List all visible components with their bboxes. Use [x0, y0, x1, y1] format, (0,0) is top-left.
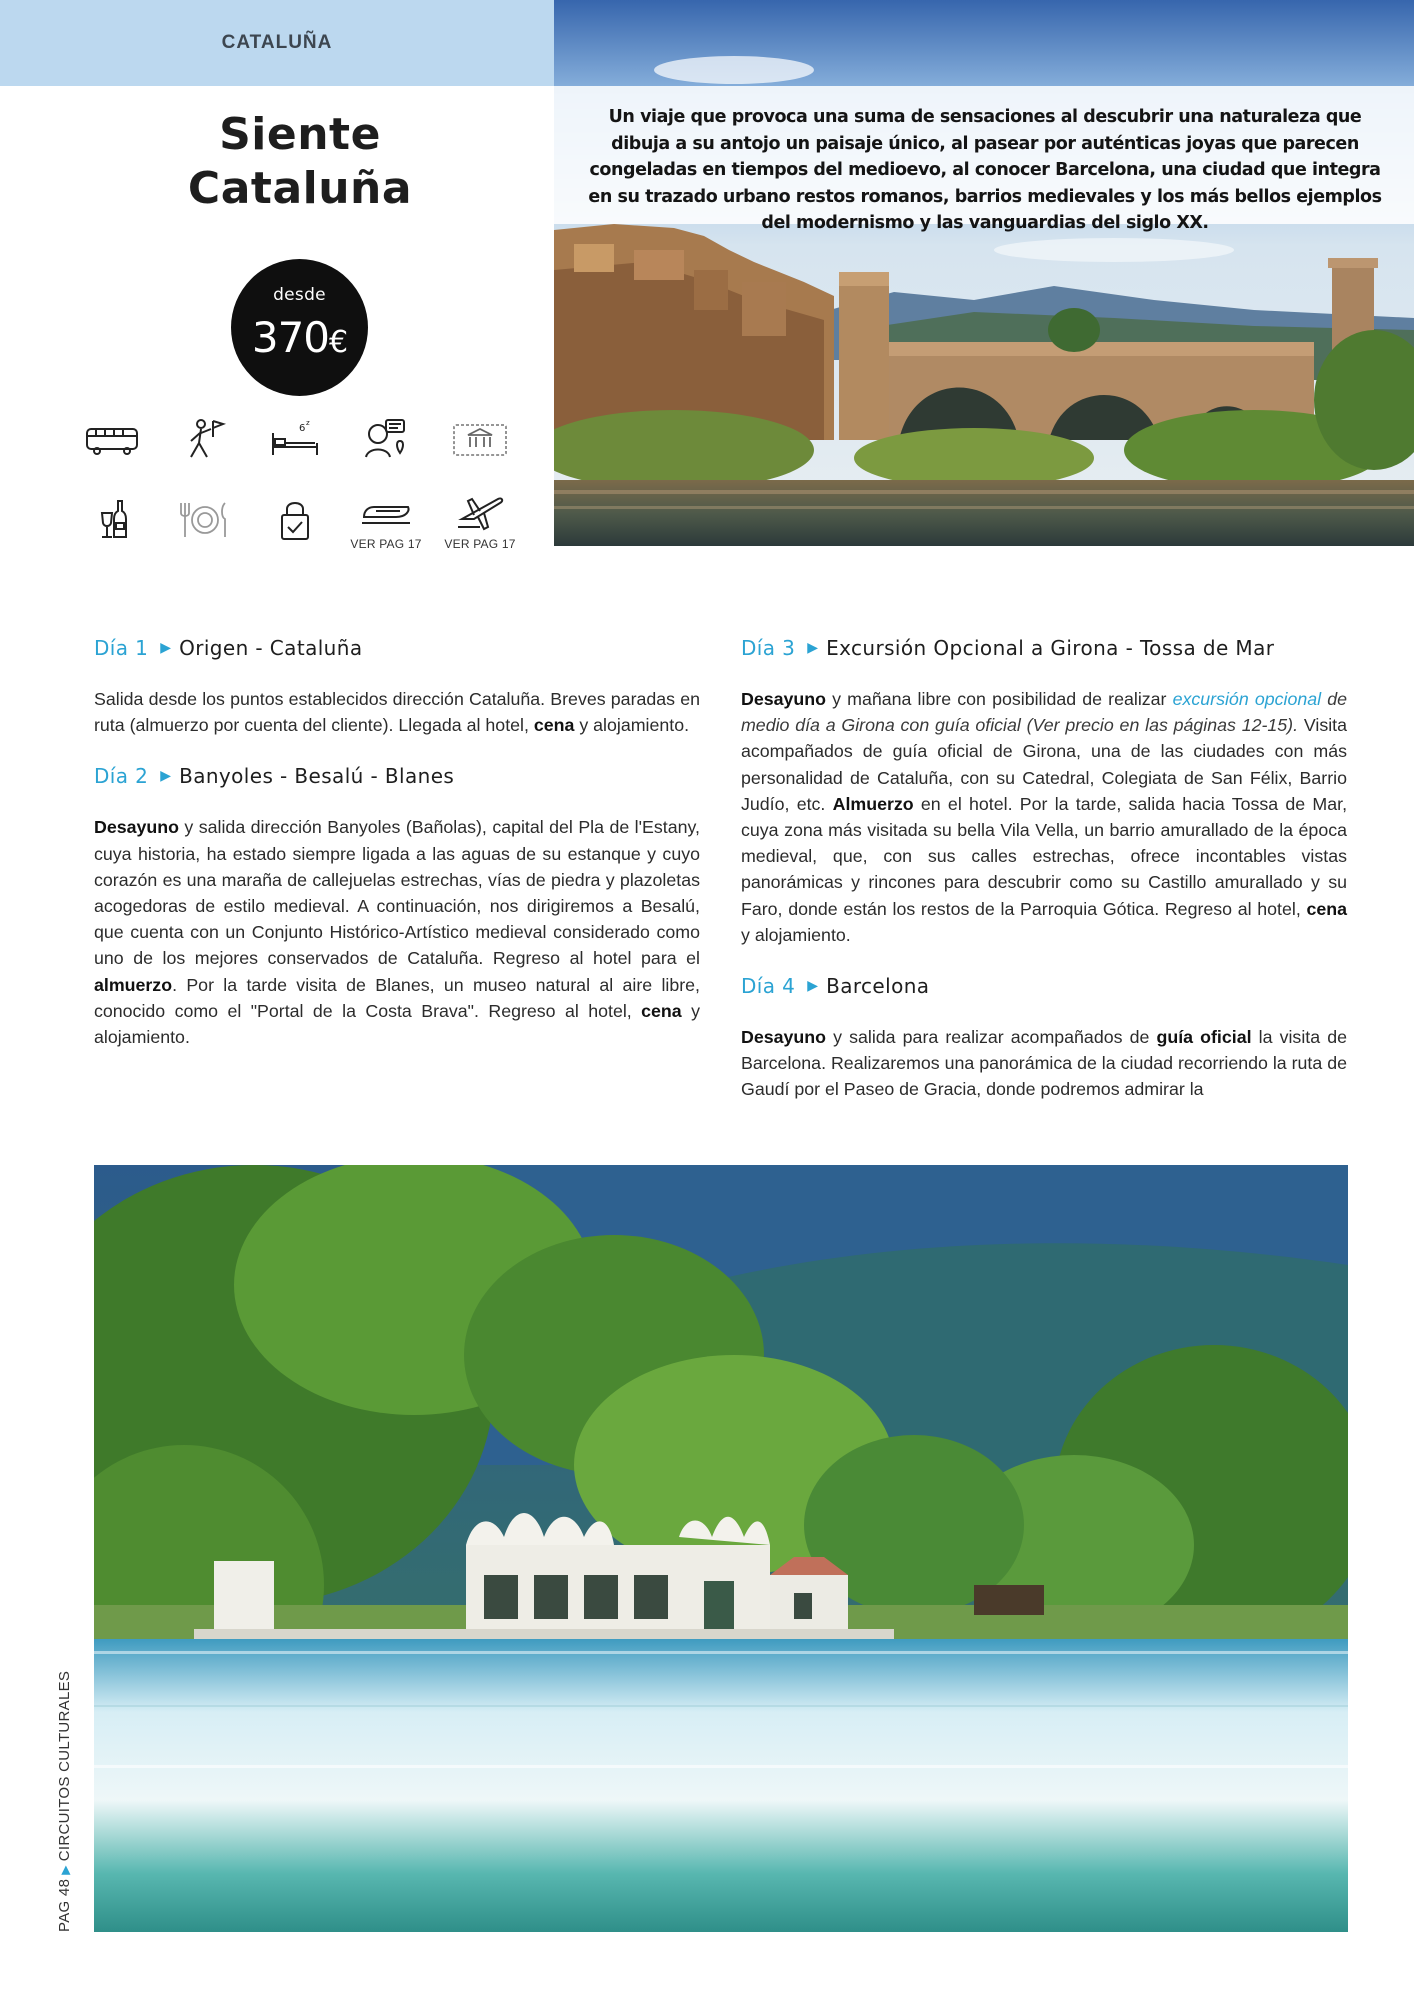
lake-banyoles-illustration	[94, 1165, 1348, 1932]
lake-banyoles-photo	[94, 1165, 1348, 1932]
price-label: desde	[273, 285, 326, 305]
day-4-text	[741, 1024, 1347, 1103]
day-1-text	[94, 686, 700, 738]
plane-icon	[440, 485, 520, 555]
arrow-right-icon: ▶	[160, 640, 172, 656]
day-3-text-part: Visita acompañados de guía oficial de Girona, una de las ciudades con más personalidad de Cataluña, con su Catedral, Colegiata de San Félix, Barrio Judío, etc.	[741, 715, 1347, 814]
day-3-price-note: de medio día a Girona con guía oficial (Ver precio en las páginas 12-15).	[741, 689, 1348, 736]
day-3-heading	[741, 630, 1347, 666]
svg-text:z: z	[306, 419, 310, 427]
monument-ticket-icon	[440, 405, 520, 475]
day-4-bold-desayuno: Desayuno	[741, 1027, 826, 1048]
day-1-title: Origen - Cataluña	[179, 636, 363, 660]
day-2-title: Banyoles - Besalú - Blanes	[179, 764, 455, 789]
day-3-title: Excursión Opcional a Girona - Tossa de Mar	[826, 636, 1275, 660]
svg-text:6: 6	[299, 423, 306, 434]
arrow-right-icon: ▶	[160, 768, 172, 785]
day-4-text-part: la visita de Barcelona. Realizaremos una panorámica de la ciudad recorriendo la ruta de Gaudí por el Paseo de Gracia, donde podremos admirar la	[741, 1027, 1347, 1100]
page-title	[0, 108, 600, 216]
page-footer	[56, 1671, 73, 1932]
bus-icon	[72, 405, 152, 475]
price-value: 370	[251, 313, 330, 362]
day-3-text-part: en el hotel. Por la tarde, salida hacia Tossa de Mar, cuya zona más visitada su bella Vila Vella, un barrio amurallado de la época medieval, que, con sus calles estrechas, ofrece incontables vistas panorámicas y rincones para descubrir como su Castillo amurallado y su Faro, donde están los restos de la Parroquia Gótica. Regreso al hotel,	[741, 793, 1348, 919]
day-3-bold-desayuno: Desayuno	[741, 689, 826, 709]
title-line-2: Cataluña	[187, 163, 413, 214]
day-2-number: Día 2	[94, 764, 149, 789]
page-number: PAG 48	[56, 1878, 73, 1932]
itinerary-column-right	[741, 630, 1347, 1123]
day-1-heading	[94, 630, 700, 666]
day-4-heading	[741, 968, 1347, 1004]
price-badge	[231, 259, 368, 396]
day-2-text-part: y salida dirección Banyoles (Bañolas), capital del Pla de l'Estany, cuya historia, ha estado siempre ligada a las aguas de su estanque y cuyo corazón es una maraña de callejuelas estrechas, vías de piedra y plazoletas acogedoras de estilo medieval. A continuación, nos dirigiremos a Besalú, que cuenta con un Conjunto Histórico-Artístico medieval considerado como uno de los mejores conservados de Cataluña. Regreso al hotel para el	[94, 817, 700, 969]
hotel-bed-icon	[255, 405, 335, 475]
price-amount	[231, 313, 368, 362]
arrow-right-icon: ▶	[807, 640, 819, 656]
day-2-heading	[94, 758, 700, 794]
insurance-lock-icon	[255, 485, 335, 555]
day-3-text	[741, 686, 1347, 948]
day-3-bold-almuerzo: Almuerzo	[832, 793, 914, 814]
region-label: CATALUÑA	[221, 32, 333, 53]
day-2-bold-cena: cena	[641, 1000, 682, 1021]
day-3-bold-cena: cena	[1306, 898, 1347, 919]
plane-caption: VER PAG 17	[444, 537, 516, 551]
day-1-text-part: y alojamiento.	[574, 715, 690, 736]
day-3-number: Día 3	[741, 636, 796, 660]
price-currency: €	[329, 325, 348, 360]
train-caption: VER PAG 17	[350, 537, 422, 551]
itinerary-column-left	[94, 630, 700, 1070]
day-4-title: Barcelona	[826, 974, 930, 999]
day-2-text-part: y alojamiento.	[94, 1000, 700, 1048]
wine-icon	[72, 485, 152, 555]
day-4-number: Día 4	[741, 974, 796, 999]
arrow-right-icon: ▶	[807, 978, 819, 995]
hero-photo-besalu	[554, 0, 1414, 546]
day-3-text-part: y mañana libre con posibilidad de realizar	[825, 689, 1173, 709]
guide-icon	[165, 405, 245, 475]
title-line-1: Siente	[219, 109, 381, 160]
day-1-bold-cena: cena	[533, 715, 575, 736]
day-2-text	[94, 814, 700, 1050]
day-2-bold-almuerzo: almuerzo	[94, 974, 173, 995]
arrow-right-icon: ▶	[58, 1865, 72, 1875]
day-3-text-part: y alojamiento.	[741, 924, 851, 945]
assistance-icon	[346, 405, 426, 475]
intro-text: Un viaje que provoca una suma de sensaciones al descubrir una naturaleza que dibuja a su antojo un paisaje único, al pasear por auténticas joyas que parecen congeladas en tiempos del medioevo, al conocer Barcelona, una ciudad que integra en su trazado urbano restos romanos, barrios medievales y los más bellos ejemplos del modernismo y las vanguardias del siglo XX.	[554, 86, 1414, 224]
day-4-bold-guia: guía oficial	[1156, 1027, 1252, 1048]
optional-excursion-link[interactable]: excursión opcional	[1172, 689, 1322, 709]
meal-icon	[165, 485, 245, 555]
train-icon	[346, 485, 426, 555]
section-name: CIRCUITOS CULTURALES	[56, 1670, 73, 1862]
day-2-text-part: . Por la tarde visita de Blanes, un museo natural al aire libre, conocido como el "Portal de la Costa Brava". Regreso al hotel,	[94, 974, 700, 1021]
day-1-number: Día 1	[94, 636, 149, 660]
day-2-bold-desayuno: Desayuno	[94, 817, 179, 838]
besalu-bridge-illustration	[554, 0, 1414, 546]
region-tag	[0, 0, 554, 86]
day-1-text-part: Salida desde los puntos establecidos dirección Cataluña. Breves paradas en ruta (almuerzo por cuenta del cliente). Llegada al hotel,	[94, 689, 700, 736]
day-4-text-part: y salida para realizar acompañados de	[825, 1027, 1157, 1048]
